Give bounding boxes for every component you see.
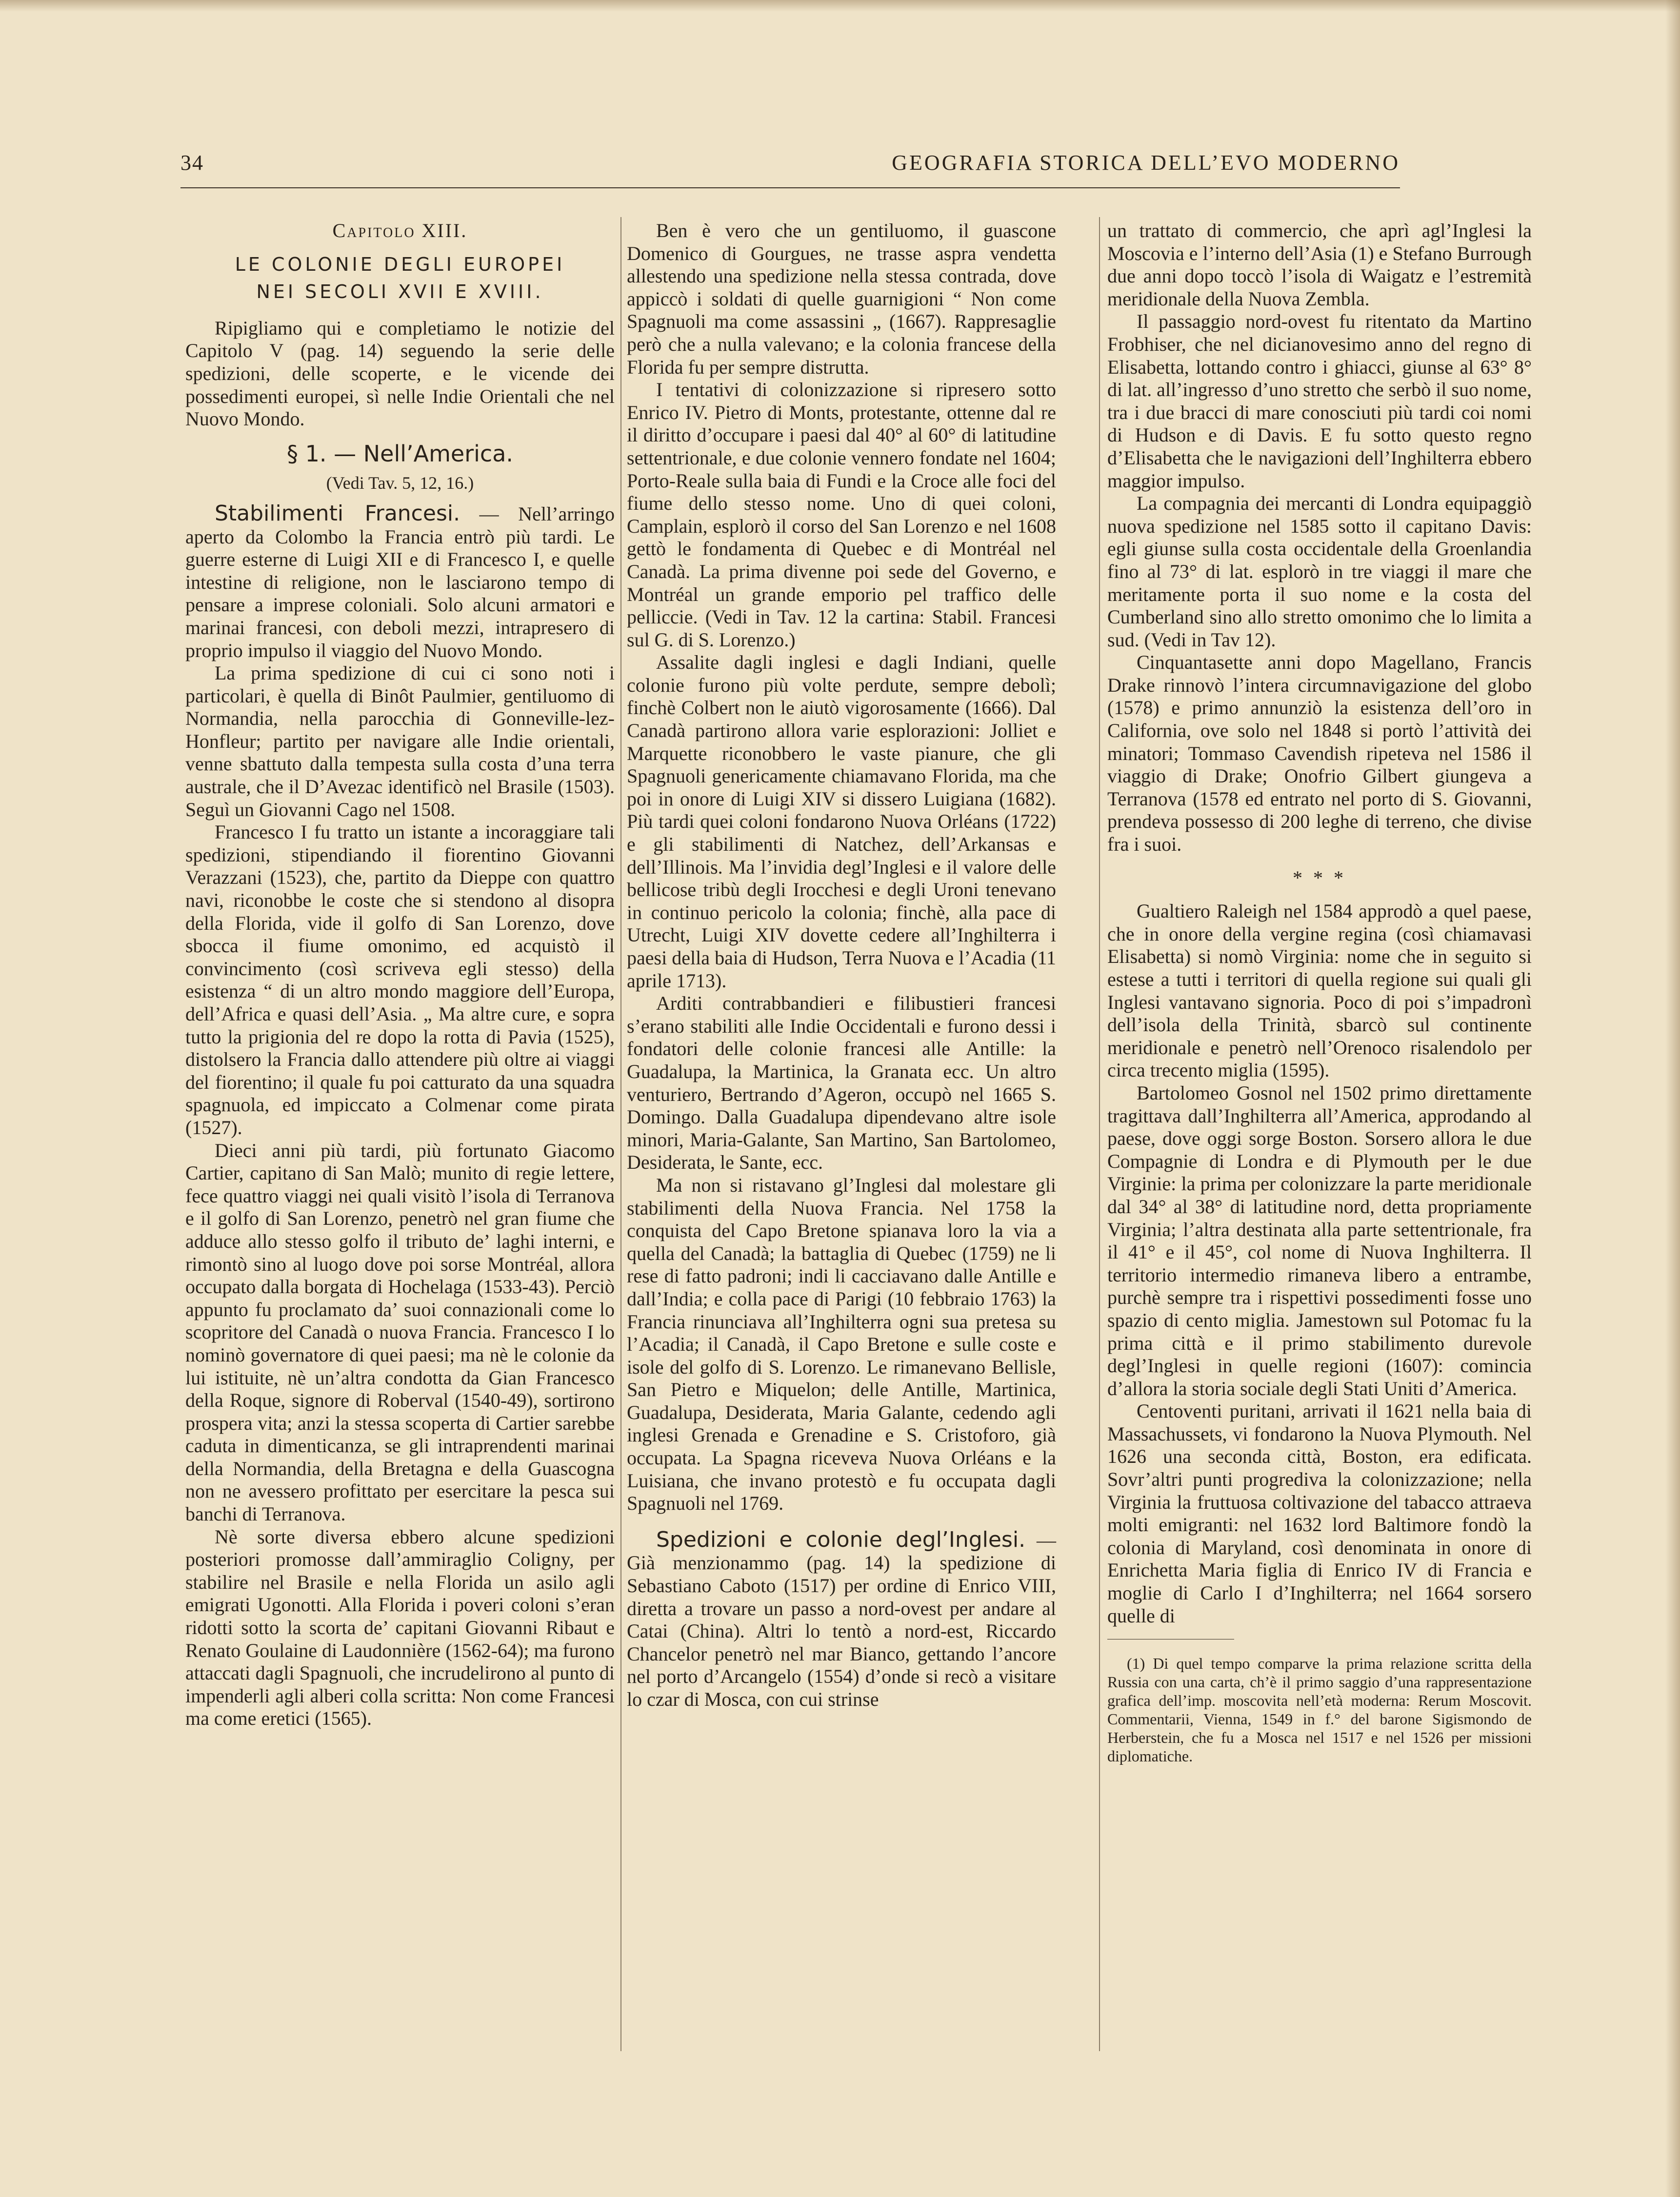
paragraph: Ben è vero che un gentiluomo, il guascone Domenico di Gourgues, ne trasse aspra vendetta allestendo una spedizione nella stessa contrada, dove appiccò i soldati di quelle guarnigioni “ Non come Spagnuoli ma come assassini „ (1667). Rappresaglie però che a nulla valevano; e la colonia francese della Florida fu per sempre distrutta. — [627, 220, 1056, 378]
paragraph: La prima spedizione di cui ci sono noti i particolari, è quella di Binôt Paulmier, gentiluomo di Normandia, nella parocchia di Gonneville-lez-Honfleur; partito per navigare alle Indie orientali, venne sbattuto dalla tempesta sulla costa d’una terra australe, che il D’Avezac identificò nel Brasile (1503). Seguì un Giovanni Cago nel 1508. — [185, 662, 615, 820]
paragraph: Arditi contrabbandieri e filibustieri francesi s’erano stabiliti alle Indie Occidentali e furono dessi i fondatori delle colonie francesi alle Antille: la Guadalupa, la Martinica, la Granata ecc. Un altro venturiero, Bertrando d’Ageron, occupò nel 1665 S. Domingo. Dalla Guadalupa dipendevano altre isole minori, Maria-Galante, San Martino, San Bartolomeo, Desiderata, le Sante, ecc. — [627, 992, 1056, 1174]
paragraph: Francesco I fu tratto un istante a incoraggiare tali spedizioni, stipendiando il fiorentino Giovanni Verazzani (1523), che, partito da Dieppe con quattro navi, riconobbe le coste che si stendono al disopra della Florida, vide il golfo di San Lorenzo, dove sbocca il fiume omonimo, ed acquistò il convincimento (così scriveva egli stesso) della esistenza “ di un altro mondo maggiore dell’Europa, dell’Africa e quasi dell’Asia. „ Ma altre cure, e sopra tutto la prigionia del re dopo la rotta di Pavia (1525), distolsero la Francia dallo attendere più oltre ai viaggi del fiorentino; il quale fu poi catturato da una squadra spagnuola, ed impiccato a Colmenar come pirata (1527). — [185, 821, 615, 1138]
page-edge-right — [1665, 0, 1680, 2197]
subheading-english: Spedizioni e colonie degl’Inglesi. — [656, 1527, 1026, 1552]
paragraph: I tentativi di colonizzazione si ripresero sotto Enrico IV. Pietro di Monts, protestante, ottenne dal re il diritto d’occupare i paesi dal 40° al 60° di latitudine settentrionale, e due colonie vennero fondate nel 1604; Porto-Reale sulla baia di Fundi e la Croce alle foci del fiume dello stesso nome. Uno di quei coloni, Camplain, esplorò il corso del San Lorenzo e nel 1608 gettò le fondamenta di Quebec e di Montréal nel Canadà. La prima divenne poi sede del Governo, e Montréal un grande emporio pel traffico delle pelliccie. (Vedi in Tav. 12 la cartina: Stabil. Francesi sul G. di S. Lorenzo.) — [627, 379, 1056, 651]
paragraph: Bartolomeo Gosnol nel 1502 primo direttamente tragittava dall’Inghilterra all’America, approdando al paese, dove oggi sorge Boston. Sorsero allora le due Compagnie di Londra e di Plymouth per le due Virginie: la prima per colonizzare la parte meridionale dal 34° al 38° di latitudine nord, detta propriamente Virginia; l’altra destinata alla parte settentrionale, fra il 41° e il 45°, col nome di Nuova Inghilterra. Il territorio intermedio rimaneva libero a entrambe, purchè sempre tra i rispettivi possedimenti fosse uno spazio di cento miglia. Jamestown sul Potomac fu la prima città e il primo stabilimento durevole degl’Inglesi in quelle regioni (1607): comincia d’allora la storia sociale degli Stati Uniti d’America. — [1107, 1081, 1532, 1399]
paragraph: Il passaggio nord-ovest fu ritentato da Martino Frobhiser, che nel dicianovesimo anno del regno di Elisabetta, lottando contro i ghiacci, giunse al 63° 8° di lat. all’ingresso d’uno stretto che serbò il suo nome, tra i due bracci di mare conosciuti più tardi coi nomi di Hudson e di Davis. E fu sotto questo regno d’Elisabetta che le navigazioni dell’Inghilterra ebbero maggior impulso. — [1107, 310, 1532, 492]
section-title: § 1. — Nell’America. — [286, 440, 514, 467]
section-break: * * * — [1293, 866, 1346, 889]
page-number: 34 — [180, 151, 204, 175]
chapter-title-line-1: LE COLONIE DEGLI EUROPEI — [235, 253, 565, 275]
running-head — [180, 150, 1400, 184]
paragraph: Centoventi puritani, arrivati il 1621 nella baia di Massachussets, vi fondarono la Nuova Plymouth. Nel 1626 una seconda città, Boston, era edificata. Sovr’altri punti progrediva la colonizzazione; nella Virginia la fruttuosa coltivazione del tabacco attraeva molti emigranti: nel 1632 lord Baltimore fondò la colonia di Maryland, così denominata in onore di Enrichetta Maria figlia di Enrico IV di Francia e moglie di Carlo I d’Inghilterra; nel 1664 sorsero quelle di — [1107, 1400, 1532, 1627]
section-note: (Vedi Tav. 5, 12, 16.) — [326, 473, 474, 493]
paragraph-text: — Già menzionammo (pag. 14) la spedizione di Sebastiano Caboto (1517) per ordine di Enrico VIII, diretta a trovare un passo a nord-ovest per andare al Catai (China). Altri lo tentò a nord-est, Riccardo Chancelor penetrò nel mar Bianco, gettando l’ancore nel porto d’Arcangelo (1554) d’onde si recò a visitare lo czar di Mosca, con cui strinse — [627, 1529, 1057, 1710]
paragraph — [185, 502, 615, 662]
footnote: (1) Di quel tempo comparve la prima relazione scritta della Russia con una carta, ch’è il primo saggio d’una rappresentazione grafica dell’imp. moscovita nell’età moderna: Rerum Moscovit. Commentarii, Vienna, 1549 in f.° del barone Sigismondo de Herberstein, che fu a Mosca nel 1517 e nel 1526 per missioni diplomatiche. — [1107, 1655, 1532, 1765]
paragraph: Dieci anni più tardi, più fortunato Giacomo Cartier, capitano di San Malò; munito di regie lettere, fece quattro viaggi nei quali visitò l’isola di Terranova e il golfo di San Lorenzo, penetrò nel gran fiume che adduce allo stesso golfo il tributo de’ laghi interni, e rimontò sino al luogo dove poi sorse Montréal, allora occupato dalla borgata di Hochelaga (1533-43). Perciò appunto fu proclamato da’ suoi connazionali come lo scopritore del Canadà o nuova Francia. Francesco I lo nominò governatore di quei paesi; ma nè le colonie da lui istituite, nè un’altra condotta da Gian Francesco della Roque, signore di Roberval (1540-49), sortirono prospera vita; anzi la stessa scoperta di Cartier sarebbe caduta in dimenticanza, se gli intraprendenti marinai della Normandia, della Bretagna e della Guascogna non ne avessero profittato per esercitare la pesca sui banchi di Terranova. — [185, 1139, 615, 1525]
page-edge-top — [0, 0, 1680, 12]
subheading-french: Stabilimenti Francesi. — [215, 500, 460, 526]
chapter-title-line-2: NEI SECOLI XVII E XVIII. — [256, 281, 544, 303]
column-rule-1 — [620, 217, 621, 2051]
paragraph: Gualtiero Raleigh nel 1584 approdò a quel paese, che in onore della vergine regina (così chiamavasi Elisabetta) si nomò Virginia: nome che in seguito si estese a tutti i territori di quella regione sui quali gli Inglesi vantavano signoria. Poco di poi s’impadronì dell’isola della Trinità, sbarcò sul continente meridionale e penetrò nell’Orenoco risalendolo per circa trecento miglia (1595). — [1107, 900, 1532, 1081]
paragraph-text: — Nell’arringo aperto da Colombo la Francia entrò più tardi. Le guerre esterne di Luigi XII e di Francesco I, e quelle intestine di religione, non le lasciarono tempo di pensare a imprese coloniali. Solo alcuni armatori e marinai francesi, con deboli mezzi, intrapresero di proprio impulso il viaggio del Nuovo Mondo. — [185, 502, 615, 661]
paragraph: La compagnia dei mercanti di Londra equipaggiò nuova spedizione nel 1585 sotto il capitano Davis: egli giunse sulla costa occidentale della Groenlandia fino al 73° di lat. esplorò in tre viaggi il mare che meritamente porta il suo nome e la costa del Cumberland sino allo stretto omonimo che lo limita a sud. (Vedi in Tav 12). — [1107, 492, 1532, 651]
paragraph: Ma non si ristavano gl’Inglesi dal molestare gli stabilimenti della Nuova Francia. Nel 1758 la conquista del Capo Bretone spianava loro la via a quella del Canadà; la battaglia di Quebec (1759) ne li rese di fatto padroni; indi li cacciavano dalle Antille e dall’India; e colla pace di Parigi (10 febbraio 1763) la Francia rinunciava all’Inghilterra ogni sua pretesa su l’Acadia; il Canadà, il Capo Bretone e sulle coste e isole del golfo di S. Lorenzo. Le rimanevano Bellisle, San Pietro e Miquelon; delle Antille, Martinica, Guadalupa, Desiderata, Maria Galante, cedendo agli inglesi Grenada e Grenadine e S. Cristoforo, già occupata. La Spagna riceveva Nuova Orléans e la Luisiana, che invano protestò e fu occupata dagli Spagnuoli nel 1769. — [627, 1174, 1056, 1515]
paragraph: Cinquantasette anni dopo Magellano, Francis Drake rinnovò l’intera circumnavigazione del globo (1578) e primo annunziò la esistenza dell’oro in California, ove solo nel 1848 si portò l’attività dei minatori; Tommaso Cavendish ripeteva nel 1586 il viaggio di Drake; Onofrio Gilbert giungeva a Terranova (1578 ed entrato nel porto di S. Giovanni, prendeva possesso di 200 leghe di terreno, che divise fra i suoi. — [1107, 651, 1532, 856]
paragraph: un trattato di commercio, che aprì agl’Inglesi la Moscovia e l’interno dell’Asia (1) e Stefano Burrough due anni dopo toccò l’isola di Waigatz e l’estremità meridionale della Nuova Zembla. — [1107, 220, 1532, 310]
intro-paragraph: Ripigliamo qui e completiamo le notizie del Capitolo V (pag. 14) seguendo la serie delle spedizioni, delle scoperte, e le vicende dei possedimenti europei, sì nelle Indie Orientali che nel Nuovo Mondo. — [185, 317, 615, 430]
paragraph — [627, 1529, 1056, 1711]
column-2 — [627, 220, 1056, 2024]
header-rule — [180, 187, 1400, 188]
chapter-label: Capitolo XIII. — [332, 220, 468, 241]
running-title: GEOGRAFIA STORICA DELL’EVO MODERNO — [892, 151, 1400, 175]
paragraph: Nè sorte diversa ebbero alcune spedizioni posteriori promosse dall’ammiraglio Coligny, per stabilire nel Brasile e nella Florida un asilo agli emigrati Ugonotti. Alla Florida i poveri coloni s’eran ridotti sotto la scorta de’ capitani Giovanni Ribaut e Renato Goulaine di Laudonnière (1562-64); ma furono attaccati dagli Spagnuoli, che incrudelirono al punto di impenderli agli alberi colla scritta: Non come Francesi ma come eretici (1565). — [185, 1525, 615, 1730]
column-1 — [185, 220, 615, 2024]
column-3 — [1107, 220, 1532, 2024]
paragraph: Assalite dagli inglesi e dagli Indiani, quelle colonie furono più volte perdute, sempre debolì; finchè Colbert non le aiutò vigorosamente (1666). Dal Canadà partirono allora varie esplorazioni: Jolliet e Marquette riconobbero le vaste pianure, che gli Spagnuoli genericamente chiamavano Florida, ma che poi in onore di Luigi XIV si dissero Luigiana (1682). Più tardi quei coloni fondarono Nuova Orléans (1722) e gli stabilimenti di Natchez, dell’Arkansas e dell’Illinois. Ma l’invidia degl’Inglesi e il valore delle bellicose tribù degli Irocchesi e degli Uroni tenevano in continuo pericolo la colonia; finchè, alla pace di Utrecht, Luigi XIV dovette cedere all’Inghilterra i paesi della baia di Hudson, Terra Nuova e l’Acadia (11 aprile 1713). — [627, 651, 1056, 992]
column-rule-2 — [1099, 217, 1100, 2051]
